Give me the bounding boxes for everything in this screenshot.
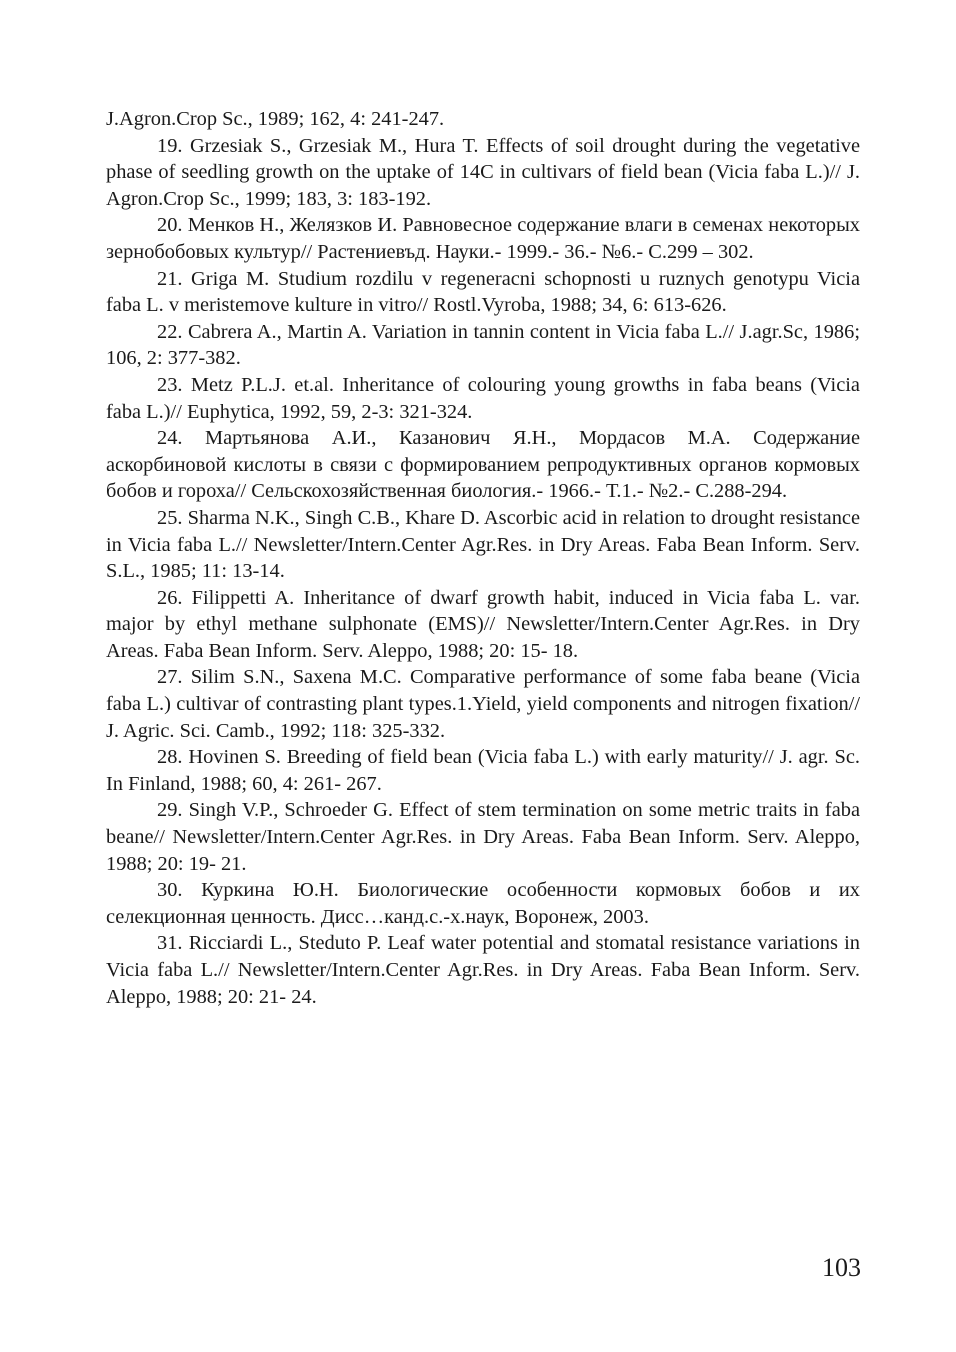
reference-entry: 23. Metz P.L.J. et.al. Inheritance of colouring young growths in faba beans (Vicia faba L.)// Euphytica, 1992, 59, 2-3: 321-324. [106,373,860,423]
reference-entry: 26. Filippetti A. Inheritance of dwarf growth habit, induced in Vicia faba L. var. major by ethyl methane sulphonate (EMS)// Newsletter/Intern.Center Agr.Res. in Dry Areas. Faba Bean Inform. Serv. Aleppo, 1988; 20: 15- 18. [106,586,860,662]
reference-entry: 27. Silim S.N., Saxena M.C. Comparative performance of some faba beane (Vicia faba L.) cultivar of contrasting plant types.1.Yield, yield components and nitrogen fixation// J. Agric. Sci. Camb., 1992; 118: 325-332. [106,666,860,742]
reference-entry: 21. Griga M. Studium rozdilu v regeneracni schopnosti u ruznych genotypu Vicia faba L. v meristemove kulture in vitro// Rostl.Vyroba, 1988; 34, 6: 613-626. [106,267,860,317]
reference-entry: 29. Singh V.P., Schroeder G. Effect of stem termination on some metric traits in faba beane// Newsletter/Intern.Center Agr.Res. in Dry Areas. Faba Bean Inform. Serv. Aleppo, 1988; 20: 19- 21. [106,799,860,875]
reference-list [106,106,860,1010]
reference-entry: 28. Hovinen S. Breeding of field bean (Vicia faba L.) with early maturity// J. agr. Sc. In Finland, 1988; 60, 4: 261- 267. [106,746,860,795]
reference-entry: 30. Куркина Ю.Н. Биологические особенности кормовых бобов и их селекционная ценность. Дисс…канд.с.-х.наук, Воронеж, 2003. [106,879,860,928]
reference-entry: 24. Мартьянова А.И., Казанович Я.Н., Мордасов М.А. Содержание аскорбиновой кислоты в связи с формированием репродуктивных органов кормовых бобов и гороха// Сельскохозяйственная биология.- 1966.- Т.1.- №2.- С.288-294. [106,427,860,503]
page-number: 103 [822,1253,861,1282]
reference-entry: 25. Sharma N.K., Singh C.B., Khare D. Ascorbic acid in relation to drought resistance in Vicia faba L.// Newsletter/Intern.Center Agr.Res. in Dry Areas. Faba Bean Inform. Serv. S.L., 1985; 11: 13-14. [106,506,860,583]
reference-entry: 22. Cabrera A., Martin A. Variation in tannin content in Vicia faba L.// J.agr.Sc, 1986; 106, 2: 377-382. [106,320,860,370]
reference-entry: 20. Менков Н., Желязков И. Равновесное содержание влаги в семенах некоторых зернобобовых культур// Растениевъд. Науки.- 1999.- 36.- №6.- С.299 – 302. [106,214,860,263]
reference-entry: 31. Ricciardi L., Steduto P. Leaf water potential and stomatal resistance variations in Vicia faba L.// Newsletter/Intern.Center Agr.Res. in Dry Areas. Faba Bean Inform. Serv. Aleppo, 1988; 20: 21- 24. [106,932,860,1008]
reference-continuation: J.Agron.Crop Sc., 1989; 162, 4: 241-247. [106,108,445,130]
reference-entry: 19. Grzesiak S., Grzesiak M., Hura T. Effects of soil drought during the vegetative phase of seedling growth on the uptake of 14C in cultivars of field bean (Vicia faba L.)// J. Agron.Crop Sc., 1999; 183, 3: 183-192. [106,134,860,210]
